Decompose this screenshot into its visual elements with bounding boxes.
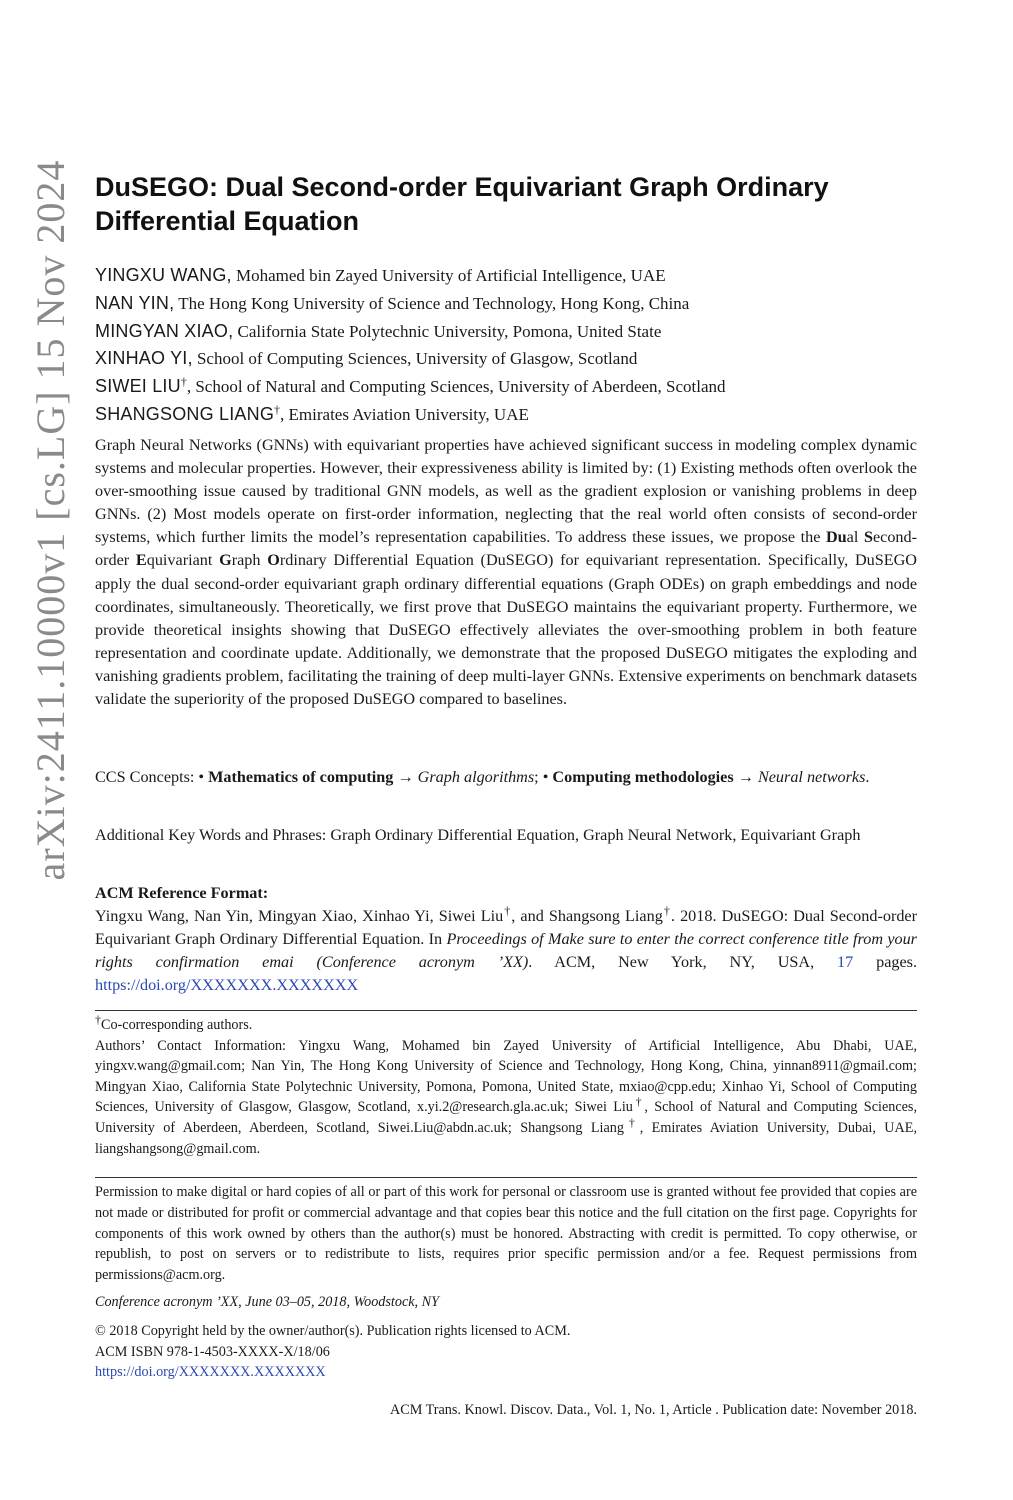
permission-notice (95, 1182, 917, 1383)
author-affiliation: School of Computing Sciences, University of Glasgow, Scotland (196, 349, 638, 369)
arxiv-sidebar-stamp: arXiv:2411.10000v1 [cs.LG] 15 Nov 2024 (27, 159, 73, 881)
author-footnote (95, 1012, 917, 1159)
author-entry (95, 290, 917, 318)
author-name: NAN YIN, (95, 292, 175, 313)
permission-text: Permission to make digital or hard copies of all or part of this work for personal or classroom use is granted without fee provided that copies are not made or distributed for profit or commercial advantage and that copies bear this notice and the full citation on the first page. Copyrights for components of this work owned by others than the author(s) must be honored. Abstracting with credit is permitted. To copy otherwise, or republish, to post on servers or to redistribute to lists, requires prior specific permission and/or a fee. Request permissions from permissions@acm.org. (95, 1184, 917, 1284)
footnote-divider (95, 1010, 917, 1011)
doi-link[interactable]: https://doi.org/XXXXXXX.XXXXXXX (95, 976, 359, 994)
conference-info: Conference acronym ’XX, June 03–05, 2018, Woodstock, NY (95, 1293, 439, 1310)
author-entry (95, 345, 917, 373)
author-name: YINGXU WANG, (95, 265, 232, 285)
pages-link[interactable]: 17 (837, 953, 854, 971)
ccs-concept: Computing methodologies (552, 768, 734, 786)
ccs-concepts: CCS Concepts: • Mathematics of computing → Graph algorithms; • Computing methodologies → Neural networks. (95, 768, 870, 786)
author-entry: SHANGSONG LIANG†, Emirates Aviation University, UAE (95, 402, 529, 424)
permission-divider (95, 1177, 917, 1178)
author-name: MINGYAN XIAO, (95, 320, 234, 341)
author-list (95, 262, 917, 429)
author-affiliation: The Hong Kong University of Science and Technology, Hong Kong, China (178, 293, 690, 313)
paper-title: DuSEGO: Dual Second-order Equivariant Graph Ordinary Differential Equation (95, 172, 829, 236)
contact-information: Authors’ Contact Information: Yingxu Wang, Mohamed bin Zayed University of Artificial Intelligence, Abu Dhabi, UAE, yingxv.wang@gmail.com; Nan Yin, The Hong Kong University of Science and Technology, Hong Kong, China, yinnan8911@gmail.com; Mingyan Xiao, California State Polytechnic University, Pomona, Pomona, United State, mxiao@cpp.edu; Xinhao Yi, School of Computing Sciences, University of Glasgow, Glasgow, Scotland, x.yi.2@research.gla.ac.uk; Siwei Liu†, School of Natural and Computing Sciences, University of Aberdeen, Aberdeen, Scotland, Siwei.Liu@abdn.ac.uk; Shangsong Liang†, Emirates Aviation University, Dubai, UAE, liangshangsong@gmail.com. (95, 1037, 917, 1157)
author-name: SIWEI LIU (95, 376, 181, 397)
journal-footer: ACM Trans. Knowl. Discov. Data., Vol. 1, No. 1, Article . Publication date: November 2018. (390, 1402, 917, 1418)
author-affiliation: School of Natural and Computing Sciences, University of Aberdeen, Scotland (195, 377, 726, 397)
abstract: Graph Neural Networks (GNNs) with equivariant properties have achieved significant success in modeling complex dynamic systems and molecular properties. However, their expressiveness ability is limited by: (1) Existing methods often overlook the over-smoothing issue caused by traditional GNN models, as well as the gradient explosion or vanishing problems in deep GNNs. (2) Most models operate on first-order information, neglecting that the real world often consists of second-order systems, which further limits the model’s representation capabilities. To address these issues, we propose the Dual Second-order Equivariant Graph Ordinary Differential Equation (DuSEGO) for equivariant representation. Specifically, DuSEGO apply the dual second-order equivariant graph ordinary differential equations (Graph ODEs) on graph embeddings and node coordinates, simultaneously. Theoretically, we first prove that DuSEGO maintains the equivariant property. Furthermore, we provide theoretical insights showing that DuSEGO effectively alleviates the over-smoothing problem in both feature representation and coordinate update. Additionally, we demonstrate that the proposed DuSEGO mitigates the exploding and vanishing gradients problem, facilitating the training of deep multi-layer GNNs. Extensive experiments on benchmark datasets validate the superiority of the proposed DuSEGO compared to baselines. (95, 436, 917, 709)
author-affiliation: Mohamed bin Zayed University of Artificial Intelligence, UAE (236, 266, 666, 285)
author-entry (95, 262, 917, 290)
dagger-mark: † (274, 402, 281, 417)
co-corresponding-note: †Co-corresponding authors. (95, 1012, 253, 1033)
isbn-line: ACM ISBN 978-1-4503-XXXX-X/18/06 (95, 1343, 330, 1360)
acm-reference-text: Yingxu Wang, Nan Yin, Mingyan Xiao, Xinhao Yi, Siwei Liu†, and Shangsong Liang†. 2018. DuSEGO: Dual Second-order Equivariant Graph Ordinary Differential Equation. In Proceedings of Make sure to enter the correct conference title from your rights confirmation emai (Conference acronym ’XX). ACM, New York, NY, USA, 17 pages. https://doi.org/XXXXXXX.XXXXXXX (95, 903, 918, 994)
author-affiliation: California State Polytechnic University, Pomona, United State (237, 321, 662, 341)
author-entry (95, 318, 917, 346)
ccs-subconcept: Graph algorithms (417, 768, 535, 786)
venue-title: Proceedings of Make sure to enter the correct conference title from your rights confirmation emai (Conference acronym ’XX) (95, 930, 917, 971)
author-entry: SIWEI LIU†, School of Natural and Computing Sciences, University of Aberdeen, Scotland (95, 374, 726, 397)
ccs-concept: Mathematics of computing (208, 768, 394, 786)
keywords: Additional Key Words and Phrases: Graph Ordinary Differential Equation, Graph Neural Network, Equivariant Graph (95, 826, 861, 844)
acm-reference-format (95, 882, 917, 997)
acm-reference-heading: ACM Reference Format: (95, 884, 269, 902)
author-name: XINHAO YI, (95, 348, 193, 369)
doi-link[interactable]: https://doi.org/XXXXXXX.XXXXXXX (95, 1364, 326, 1381)
copyright-line: © 2018 Copyright held by the owner/author(s). Publication rights licensed to ACM. (95, 1322, 571, 1339)
author-name: SHANGSONG LIANG (95, 403, 275, 424)
ccs-subconcept: Neural networks (757, 768, 866, 786)
dagger-mark: † (180, 374, 187, 389)
author-affiliation: Emirates Aviation University, UAE (288, 404, 529, 424)
